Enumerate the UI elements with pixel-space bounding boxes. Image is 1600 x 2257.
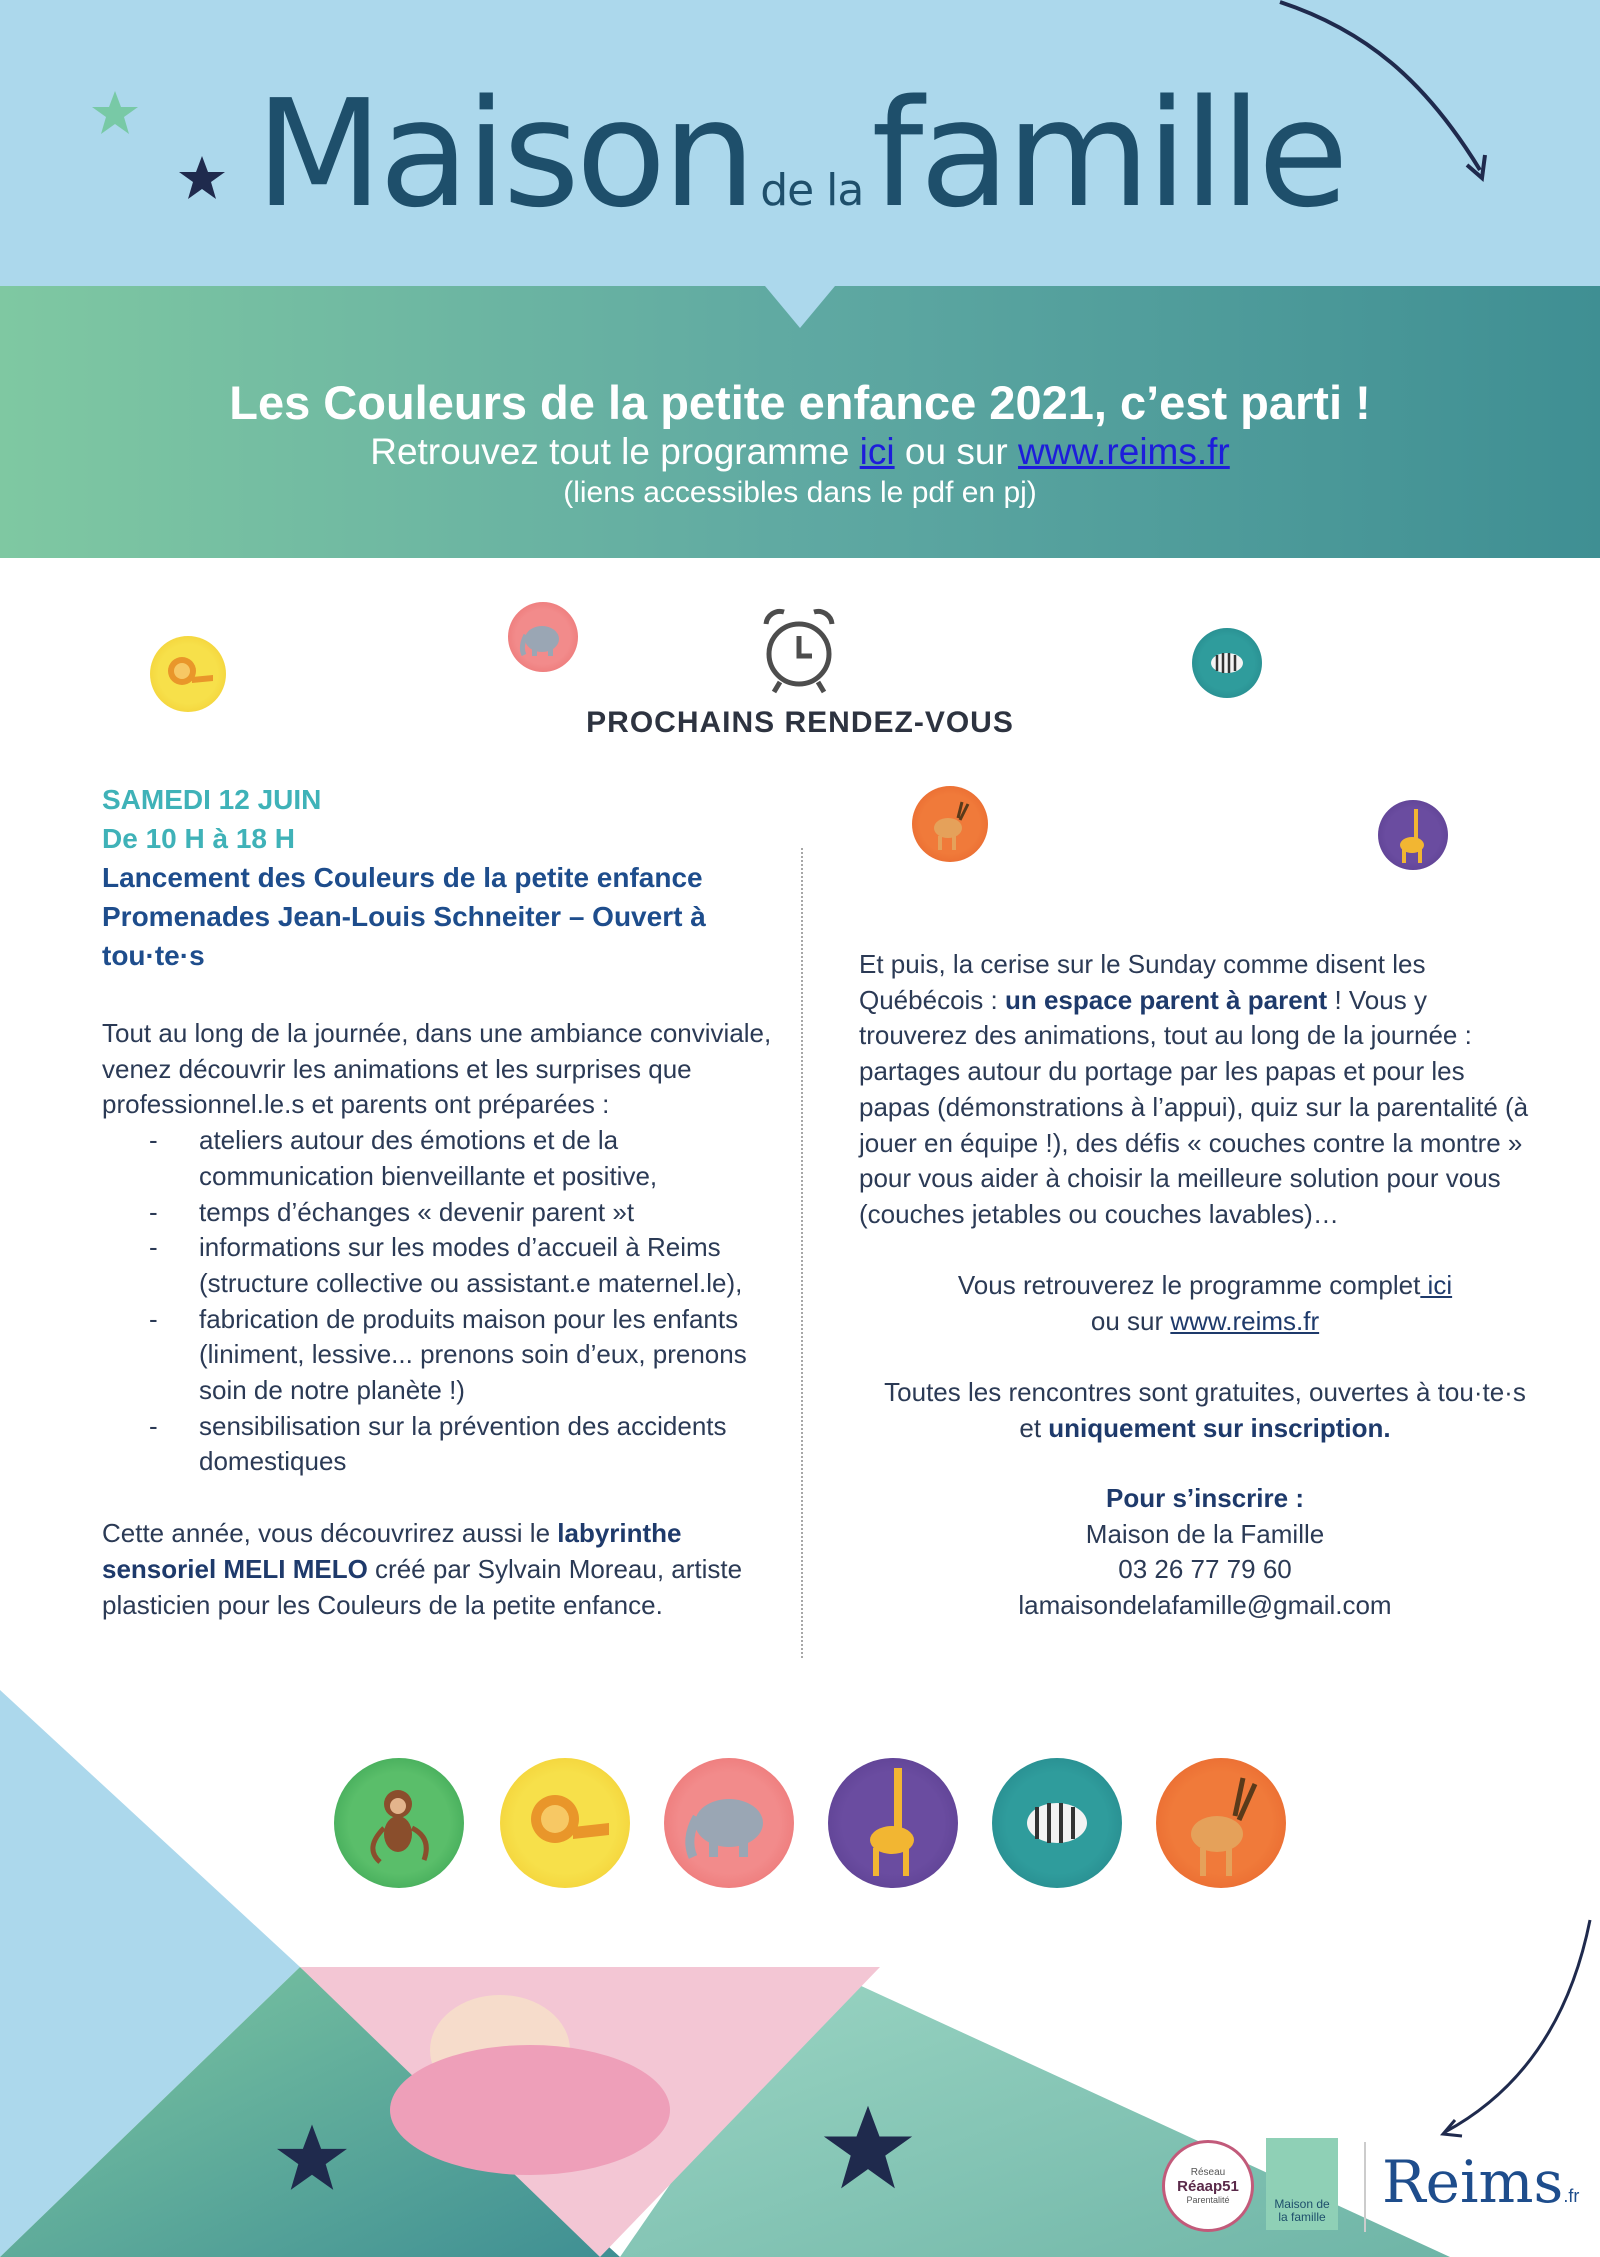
zebra-icon [1192, 628, 1262, 698]
register-block [810, 1481, 1600, 1624]
antelope-icon [912, 786, 988, 862]
labyrinth-highlight: labyrinthe sensoriel MELI MELO [102, 1518, 682, 1584]
antelope-icon [1156, 1758, 1286, 1888]
zebra-icon [992, 1758, 1122, 1888]
section-title: PROCHAINS RENDEZ-VOUS [586, 706, 1014, 739]
star-icon [272, 2120, 352, 2196]
program-link[interactable]: ici [1420, 1270, 1453, 1300]
activity-list [102, 1123, 792, 1480]
event-title-3: tou·te·s [102, 940, 205, 971]
elephant-icon [508, 602, 578, 672]
brand-famille: famille [871, 68, 1345, 240]
links-note: (liens accessibles dans le pdf en pj) [563, 476, 1037, 509]
event-title-2: Promenades Jean-Louis Schneiter – Ouvert à [102, 901, 706, 932]
logo-separator [1364, 2142, 1366, 2232]
subline-prefix: Retrouvez tout le programme [370, 431, 860, 472]
lion-icon [150, 636, 226, 712]
reims-site-link[interactable]: www.reims.fr [1018, 431, 1230, 472]
brand-maison: Maison [255, 68, 753, 240]
event-date: SAMEDI 12 JUIN [102, 784, 322, 815]
subline-middle: ou sur [894, 431, 1019, 472]
list-item: - fabrication de produits maison pour les enfants (liniment, lessive... prenons soin d’eux, prenons soin de notre planète !) [149, 1303, 747, 1406]
list-item: - sensibilisation sur la prévention des accidents domestiques [149, 1410, 727, 1477]
event-block [102, 780, 782, 975]
elephant-icon [664, 1758, 794, 1888]
reaap-logo: Réseau Réaap51 Parentalité [1162, 2140, 1254, 2232]
header-notch [760, 280, 840, 328]
register-email[interactable]: lamaisondelafamille@gmail.com [1018, 1590, 1392, 1621]
column-divider [801, 848, 803, 1658]
alarm-clock-icon [758, 604, 840, 696]
monkey-icon [334, 1758, 464, 1888]
event-title-1: Lancement des Couleurs de la petite enfance [102, 862, 703, 893]
giraffe-icon [828, 1758, 958, 1888]
event-time: De 10 H à 18 H [102, 823, 295, 854]
list-item: - informations sur les modes d’accueil à Reims (structure collective ou assistant.e maternel.le), [149, 1232, 743, 1298]
parent-space-highlight: un espace parent à parent [1004, 984, 1328, 1015]
star-icon [818, 2100, 918, 2196]
register-phone: 03 26 77 79 60 [1118, 1554, 1292, 1585]
free-block: Toutes les rencontres sont gratuites, ouvertes à tou·te·s et uniquement sur inscription. [884, 1377, 1526, 1443]
outro-paragraph: Cette année, vous découvrirez aussi le labyrinthe sensoriel MELI MELO créé par Sylvain Moreau, artiste plasticien pour les Couleurs de la petite enfance. [102, 1518, 743, 1620]
parent-space-paragraph: Et puis, la cerise sur le Sunday comme disent les Québécois : un espace parent à parent ! Vous y trouverez des animations, tout au long de la journée : partages autour du portage par les papas et pour les papas (démonstrations à l’appui), quiz sur la parentalité (à jouer en équipe !), des défis « couches contre la montre » pour vous aider à choisir la meilleure solution pour vous (couches jetables ou couches lavables)… [859, 949, 1529, 1229]
giraffe-icon [1378, 800, 1448, 870]
subline [0, 431, 1600, 473]
register-title: Pour s’inscrire : [1106, 1483, 1304, 1513]
brand-de-la: de la [760, 165, 864, 216]
program-link[interactable]: ici [859, 431, 895, 472]
maison-logo: Maison de la famille [1266, 2138, 1338, 2230]
headline: Les Couleurs de la petite enfance 2021, c’est parti ! [229, 376, 1371, 429]
reims-site-link[interactable]: www.reims.fr [1170, 1305, 1320, 1336]
program-block: Vous retrouverez le programme complet ici ou sur www.reims.fr [957, 1270, 1453, 1336]
lion-icon [500, 1758, 630, 1888]
intro-paragraph: Tout au long de la journée, dans une ambiance conviviale, venez découvrir les animations et les surprises que professionnel.le.s et parents ont préparées : [102, 1018, 772, 1120]
reims-logo: Reims.fr [1382, 2148, 1580, 2216]
brand-title [0, 68, 1600, 240]
list-item: - temps d’échanges « devenir parent »t [149, 1196, 635, 1227]
register-name: Maison de la Famille [1085, 1518, 1325, 1549]
list-item: - ateliers autour des émotions et de la communication bienveillante et positive, [149, 1125, 658, 1191]
bottom-decoration [0, 1690, 1600, 2257]
event-description [102, 1016, 792, 1623]
